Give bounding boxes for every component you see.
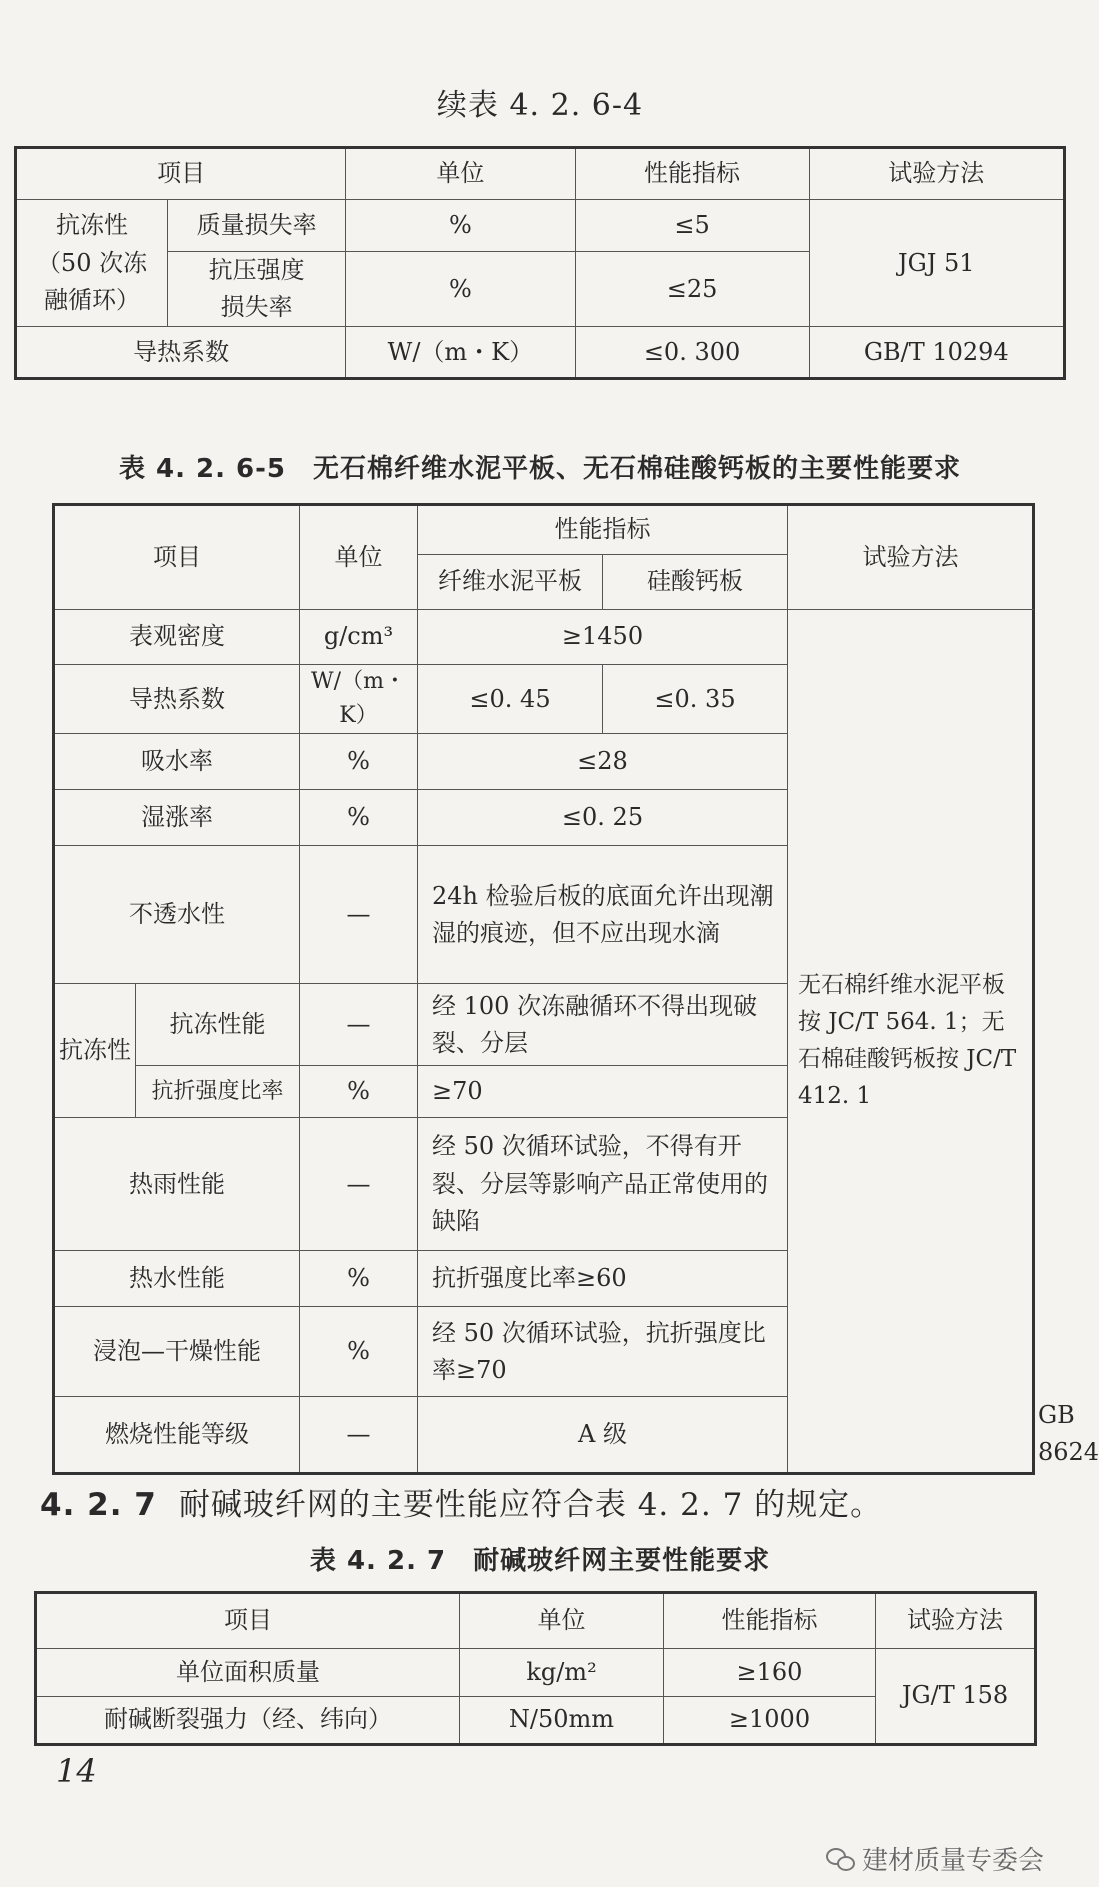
t2-heat-rain-unit: — [300, 1118, 418, 1251]
t2-absorb-item: 吸水率 [54, 734, 300, 790]
t3-row2-unit: N/50mm [460, 1697, 664, 1745]
t2-absorb-unit: % [300, 734, 418, 790]
t1-header-unit: 单位 [346, 148, 575, 200]
t3-header-unit: 单位 [460, 1593, 664, 1649]
t1-last-method: GB/T 10294 [809, 327, 1064, 379]
section-text: 耐碱玻纤网的主要性能应符合表 4. 2. 7 的规定。 [178, 1487, 883, 1523]
t2-frost1-value: 经 100 次冻融循环不得出现破裂、分层 [418, 984, 788, 1066]
t3-header-method: 试验方法 [876, 1593, 1036, 1649]
t3-header-item: 项目 [36, 1593, 460, 1649]
t2-impermeable-item: 不透水性 [54, 846, 300, 984]
t2-hot-water-value: 抗折强度比率≥60 [418, 1251, 788, 1307]
t2-header-method: 试验方法 [788, 505, 1034, 610]
t2-frost2-unit: % [300, 1066, 418, 1118]
t1-last-unit: W/（m・K） [346, 327, 575, 379]
watermark-text: 建材质量专委会 [861, 1846, 1044, 1876]
t1-last-item: 导热系数 [16, 327, 346, 379]
t1-row2-value: ≤25 [575, 252, 809, 327]
t1-last-value: ≤0. 300 [575, 327, 809, 379]
wechat-icon [826, 1848, 854, 1870]
t3-row2-value: ≥1000 [664, 1697, 876, 1745]
t2-frost2-value: ≥70 [418, 1066, 788, 1118]
t2-fire-value: A 级 [418, 1397, 788, 1473]
t2-impermeable-value: 24h 检验后板的底面允许出现潮湿的痕迹，但不应出现水滴 [418, 846, 788, 984]
t1-header-item: 项目 [16, 148, 346, 200]
t2-density-unit: g/cm³ [300, 610, 418, 665]
t3-row2-item: 耐碱断裂强力（经、纬向） [36, 1697, 460, 1745]
t3-row1-unit: kg/m² [460, 1649, 664, 1697]
t2-soak-dry-item: 浸泡—干燥性能 [54, 1307, 300, 1397]
t1-row2-unit: % [346, 252, 575, 327]
t2-header-perf: 性能指标 [418, 505, 788, 555]
t2-thermal-item: 导热系数 [54, 665, 300, 734]
t2-heat-rain-value: 经 50 次循环试验，不得有开裂、分层等影响产品正常使用的缺陷 [418, 1118, 788, 1251]
watermark [826, 1840, 1044, 1877]
t2-header-sub2: 硅酸钙板 [603, 555, 788, 610]
t2-swell-value: ≤0. 25 [418, 790, 788, 846]
t3-method: JG/T 158 [876, 1649, 1036, 1745]
t2-fire-item: 燃烧性能等级 [54, 1397, 300, 1473]
t1-header-value: 性能指标 [575, 148, 809, 200]
t2-thermal-unit: W/（m・K） [300, 665, 418, 734]
t3-row1-value: ≥160 [664, 1649, 876, 1697]
t1-row1-value: ≤5 [575, 200, 809, 252]
table3-caption: 表 4. 2. 7 耐碱玻纤网主要性能要求 [309, 1546, 771, 1576]
t2-absorb-value: ≤28 [418, 734, 788, 790]
t2-fire-unit: — [300, 1397, 418, 1473]
t2-swell-unit: % [300, 790, 418, 846]
t2-frost2-item: 抗折强度比率 [136, 1066, 300, 1118]
section-4-2-7 [40, 1479, 882, 1524]
t2-thermal-v2: ≤0. 35 [603, 665, 788, 734]
t1-row2-item: 抗压强度 损失率 [168, 252, 346, 327]
t2-method-main: 无石棉纤维水泥平板按 JC/T 564. 1；无石棉硅酸钙板按 JC/T 412. 1 [788, 610, 1034, 1474]
t1-group-label: 抗冻性 （50 次冻 融循环） [16, 200, 168, 327]
t2-soak-dry-value: 经 50 次循环试验，抗折强度比率≥70 [418, 1307, 788, 1397]
table2: 项目 单位 性能指标 试验方法 纤维水泥平板 硅酸钙板 表观密度 g/cm³ ≥1450 无石棉纤维水泥平板按 JC/T 564. 1；无石棉硅酸钙板按 JC/T 412. 1 导热系数 W/（m・K） ≤0. 45 ≤0. 35 吸水率 % ≤28 湿涨率 % ≤0. 25 不透水性 — 24h 检验后板的底面允许出现潮湿的痕迹，但不应出现水滴 抗冻性 抗冻性能 — 经 100 次冻融循环不得出现破裂、分层 抗折强度比率 % ≥70 热雨性能 — 经 50 次循环试验，不得有开裂、分层等影响产品正常使用的缺陷 热水性能 % 抗折强度比率≥60 浸泡—干燥性能 % 经 50 次循环试验，抗折强度比率≥70 燃烧性能等级 — A 级 GB 8624 [52, 503, 1035, 1475]
t1-row1-unit: % [346, 200, 575, 252]
page-number: 14 [56, 1752, 97, 1790]
t3-header-value: 性能指标 [664, 1593, 876, 1649]
t2-swell-item: 湿涨率 [54, 790, 300, 846]
t2-frost-group: 抗冻性 [54, 984, 136, 1118]
t2-soak-dry-unit: % [300, 1307, 418, 1397]
t2-header-sub1: 纤维水泥平板 [418, 555, 603, 610]
table1 [14, 146, 1066, 380]
t2-thermal-v1: ≤0. 45 [418, 665, 603, 734]
section-number: 4. 2. 7 [40, 1487, 157, 1523]
t2-frost1-item: 抗冻性能 [136, 984, 300, 1066]
t2-header-unit: 单位 [300, 505, 418, 610]
t3-row1-item: 单位面积质量 [36, 1649, 460, 1697]
t1-row1-item: 质量损失率 [168, 200, 346, 252]
t2-density-item: 表观密度 [54, 610, 300, 665]
t2-impermeable-unit: — [300, 846, 418, 984]
table1-caption: 续表 4. 2. 6-4 [436, 88, 644, 123]
t2-frost1-unit: — [300, 984, 418, 1066]
t2-header-item: 项目 [54, 505, 300, 610]
t2-hot-water-item: 热水性能 [54, 1251, 300, 1307]
table3 [34, 1591, 1037, 1746]
t2-heat-rain-item: 热雨性能 [54, 1118, 300, 1251]
t1-group-method: JGJ 51 [809, 200, 1064, 327]
t2-hot-water-unit: % [300, 1251, 418, 1307]
t1-header-method: 试验方法 [809, 148, 1064, 200]
t2-density-value: ≥1450 [418, 610, 788, 665]
table2-caption: 表 4. 2. 6-5 无石棉纤维水泥平板、无石棉硅酸钙板的主要性能要求 [118, 454, 962, 484]
